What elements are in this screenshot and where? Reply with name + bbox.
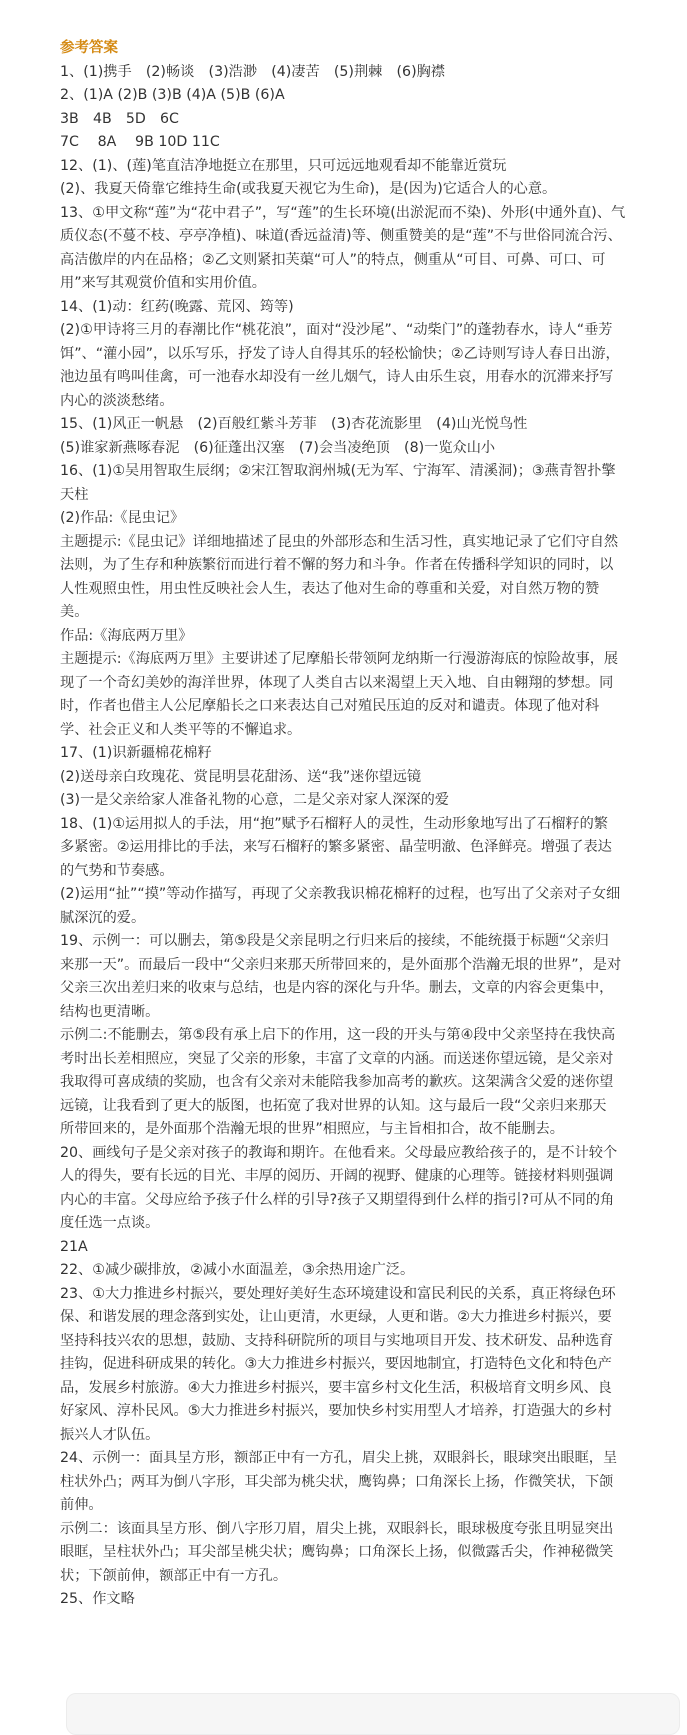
answer-line: (2)、我夏天倚靠它维持生命(或我夏天视它为生命)，是(因为)它适合人的心意。 [60,181,557,197]
answer-line: 我取得可喜成绩的奖励，也含有父亲对未能陪我参加高考的歉疚。这架满含父爱的迷你望 [60,1074,614,1090]
answer-line: 眼眶，呈柱状外凸；耳尖部呈桃尖状；鹰钩鼻；口角深长上扬，似微露舌尖，作神秘微笑 [60,1544,614,1560]
answer-line: 多紧密。②运用排比的手法，来写石榴籽的繁多紧密、晶莹明澈、色泽鲜亮。增强了表达 [60,839,612,855]
answer-line: 内心的丰富。父母应给予孩子什么样的引导?孩子又期望得到什么样的指引?可从不同的角 [60,1191,615,1208]
answer-line: 19、示例一：可以删去，第⑤段是父亲昆明之行归来后的接续，不能统摄于标题“父亲归 [60,933,609,949]
answer-document [60,37,672,1612]
answer-line: 美。 [60,604,89,620]
answer-line: 主题提示:《海底两万里》主要讲述了尼摩船长带领阿龙纳斯一行漫游海底的惊险故事，展 [60,651,619,667]
answer-line: 12、(1)、(莲)笔直洁净地挺立在那里，只可远远地观看却不能靠近赏玩 [60,157,507,174]
answer-line: 25、作文略 [60,1591,135,1607]
answer-line: 所带回来的，是外面那个浩瀚无垠的世界”相照应，与主旨相扣合，故不能删去。 [60,1121,564,1137]
answer-heading: 参考答案 [60,40,118,56]
answer-line: 主题提示:《昆虫记》详细地描述了昆虫的外部形态和生活习性，真实地记录了它们守自然 [60,533,619,550]
answer-line: 学、社会正义和人类平等的不懈追求。 [60,721,302,738]
answer-line: 考时出长差相照应，突显了父亲的形象，丰富了文章的内涵。而送迷你望远镜，是父亲对 [60,1050,614,1067]
answer-line: (2)①甲诗将三月的春潮比作“桃花浪”，面对“没沙尾”、“动柴门”的蓬勃春水，诗人“垂芳 [60,322,613,338]
answer-lines [60,61,672,1612]
answer-line: (2)作品:《昆虫记》 [60,510,185,526]
answer-line: 坚持科技兴农的思想，鼓励、支持科研院所的项目与实地项目开发、技术研发、品种选育 [60,1332,614,1349]
answer-line: 柱状外凸；两耳为倒八字形，耳尖部为桃尖状，鹰钩鼻；口角深长上扬，作微笑状，下颌 [60,1473,614,1490]
answer-line: 结构也更清晰。 [60,1003,160,1020]
answer-line: 饵”、“灌小园”，以乐写乐，抒发了诗人自得其乐的轻松愉快；②乙诗则写诗人春日出游， [60,345,620,362]
answer-line: 3B 4B 5D 6C [60,110,179,127]
answer-line: 示例二：该面具呈方形、倒八字形刀眉，眉尖上挑，双眼斜长，眼球极度夸张且明显突出 [60,1520,614,1537]
answer-line: 16、(1)①吴用智取生辰纲；②宋江智取润州城(无为军、宁海军、清溪洞)；③燕青智扑擎 [60,463,616,479]
answer-line: 21A [60,1238,88,1255]
answer-line: 状；下颌前伸，额部正中有一方孔。 [60,1567,288,1584]
answer-line: 父亲三次出差归来的收束与总结，也是内容的深化与升华。删去，文章的内容会更集中， [60,980,614,996]
answer-line: 天柱 [60,486,89,503]
answer-line: (5)谁家新燕啄春泥 (6)征蓬出汉塞 (7)会当凌绝顶 (8)一览众山小 [60,439,496,456]
answer-line: 人的得失，要有长远的目光、丰厚的阅历、开阔的视野、健康的心理等。链接材料则强调 [60,1168,614,1184]
answer-line: 人性观照虫性，用虫性反映社会人生，表达了他对生命的尊重和关爱，对自然万物的赞 [60,580,600,597]
answer-line: (3)一是父亲给家人准备礼物的心意，二是父亲对家人深深的爱 [60,792,449,808]
answer-line: 来那一天”。而最后一段中“父亲归来那天所带回来的，是外面那个浩瀚无垠的世界”，是对 [60,956,622,973]
answer-line: 好家风、淳朴民风。⑤大力推进乡村振兴，要加快乡村实用型人才培养，打造强大的乡村 [60,1403,612,1419]
answer-line: 保、和谐发展的理念落到实处，让山更清，水更绿，人更和谐。②大力推进乡村振兴，要 [60,1309,612,1325]
answer-line: 15、(1)风正一帆悬 (2)百般红紫斗芳菲 (3)杏花流影里 (4)山光悦鸟性 [60,416,528,432]
answer-line: 的气势和节奏感。 [60,862,174,879]
answer-line: 振兴人才队伍。 [60,1426,160,1443]
answer-line: 23、①大力推进乡村振兴，要处理好美好生态环境建设和富民利民的关系，真正将绿色环 [60,1285,616,1302]
answer-line: 远镜，让我看到了更大的版图，也拓宽了我对世界的认知。这与最后一段“父亲归来那天 [60,1097,607,1114]
answer-line: 示例二:不能删去，第⑤段有承上启下的作用，这一段的开头与第④段中父亲坚持在我快高 [60,1027,616,1043]
answer-line: 1、(1)携手 (2)畅谈 (3)浩渺 (4)凄苦 (5)荆棘 (6)胸襟 [60,63,445,80]
answer-line: 品，发展乡村旅游。④大力推进乡村振兴，要丰富乡村文化生活，积极培育文明乡风、良 [60,1379,612,1396]
answer-line: 高洁傲岸的内在品格；②乙文则紧扣芙蕖“可人”的特点，侧重从“可目、可鼻、可口、可 [60,251,606,268]
answer-line: (2)送母亲白玫瑰花、赏昆明昙花甜汤、送“我”迷你望远镜 [60,768,422,785]
bottom-comment-bar[interactable] [66,1693,680,1735]
answer-line: 挂钩，促进科研成果的转化。③大力推进乡村振兴，要因地制宜，打造特色文化和特色产 [60,1356,612,1372]
answer-line: 度任选一点谈。 [60,1215,160,1231]
answer-line: 14、(1)动：红药(晚露、荒冈、筠等) [60,298,294,315]
answer-line: 17、(1)识新疆棉花棉籽 [60,745,212,761]
answer-line: 法则，为了生存和种族繁衍而进行着不懈的努力和斗争。作者在传播科学知识的同时，以 [60,557,614,573]
answer-line: 24、示例一：面具呈方形，额部正中有一方孔，眉尖上挑，双眼斜长，眼球突出眼眶，呈 [60,1450,618,1466]
answer-line: 池边虽有鸣叫佳禽，可一池春水却没有一丝儿烟气，诗人由乐生哀，用春水的沉滞来抒写 [60,369,614,385]
answer-line: 时，作者也借主人公尼摩船长之口来表达自己对殖民压迫的反对和谴责。体现了他对科 [60,698,600,714]
answer-line: 用”来写其观赏价值和实用价值。 [60,275,266,291]
answer-line: 2、(1)A (2)B (3)B (4)A (5)B (6)A [60,87,285,103]
answer-line: 质仪态(不蔓不枝、亭亭净植)、味道(香远益清)等、侧重赞美的是“莲”不与世俗同流合污、 [60,228,622,244]
answer-line: 20、画线句子是父亲对孩子的教诲和期许。在他看来。父母最应教给孩子的，是不计较个 [60,1144,618,1161]
answer-line: (2)运用“扯”“摸”等动作描写，再现了父亲教我识棉花棉籽的过程，也写出了父亲对子女细 [60,886,621,902]
answer-line: 腻深沉的爱。 [60,909,146,926]
answer-line: 前伸。 [60,1497,103,1513]
answer-line: 现了一个奇幻美妙的海洋世界，体现了人类自古以来渴望上天入地、自由翱翔的梦想。同 [60,674,614,691]
answer-line: 作品:《海底两万里》 [60,627,193,644]
answer-line: 22、①减少碳排放，②减小水面温差，③余热用途广泛。 [60,1262,415,1278]
answer-line: 7C 8A 9B 10D 11C [60,134,220,150]
answer-line: 内心的淡淡愁绪。 [60,392,174,409]
answer-line: 13、①甲文称“莲”为“花中君子”，写“莲”的生长环境(出淤泥而不染)、外形(中通外直)、气 [60,204,626,221]
answer-line: 18、(1)①运用拟人的手法，用“抱”赋予石榴籽人的灵性，生动形象地写出了石榴籽的繁 [60,815,608,832]
